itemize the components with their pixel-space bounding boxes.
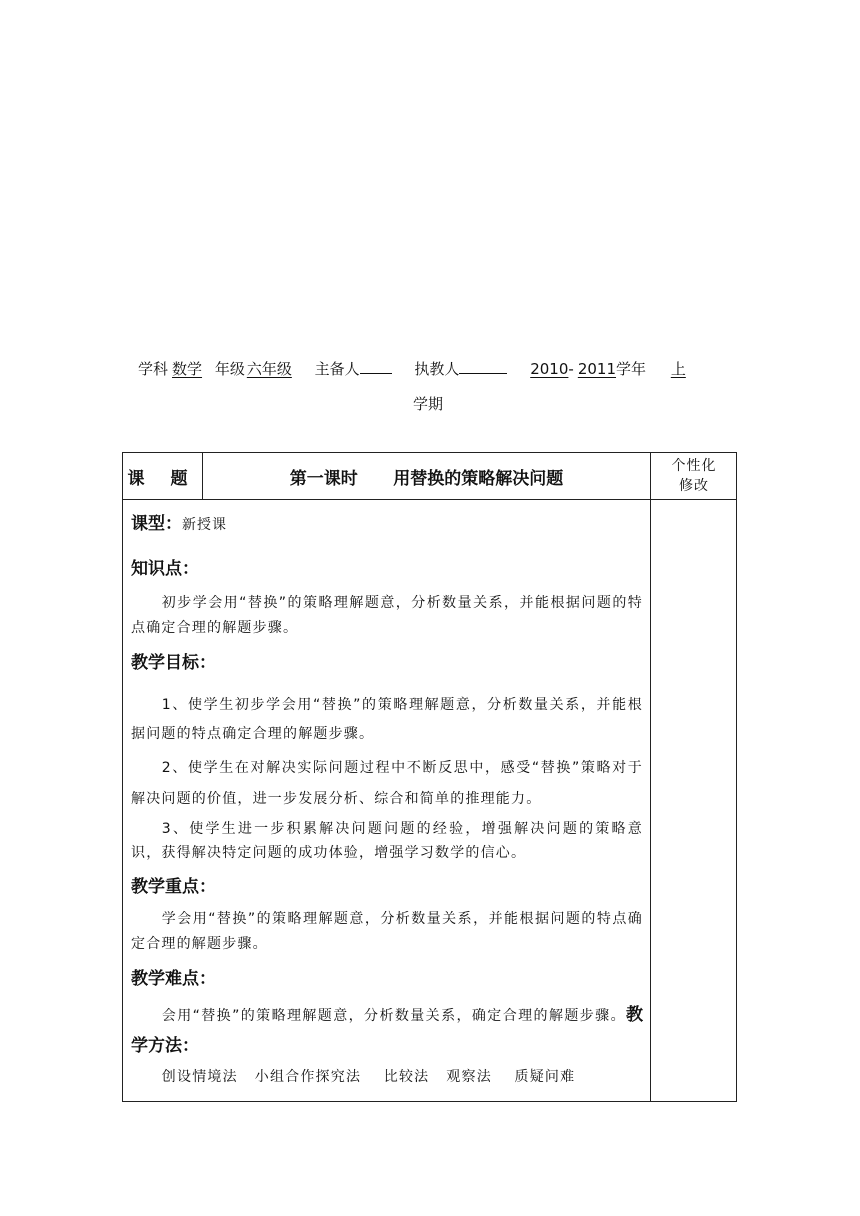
year-start: 2010 [530,360,569,378]
goal-1: 1、使学生初步学会用“替换”的策略理解题意，分析数量关系，并能根据问题的特点确定合理的解题步骤。 [131,697,643,742]
year-label: 学年 [616,360,647,378]
goals-heading: 教学目标： [131,653,216,673]
year-separator: - [568,360,574,378]
goal-2: 2、使学生在对解决实际问题过程中不断反思中，感受“替换”策略对于解决问题的价值，进一步发展分析、综合和简单的推理能力。 [131,760,643,807]
personalized-edit-header [651,453,737,499]
teacher-label: 执教人 [414,360,460,378]
grade-label: 年级 [214,360,245,378]
teacher-blank [459,357,507,374]
topic-label: 课 题 [127,468,198,489]
lesson-type-value: 新授课 [182,517,227,533]
method-text: 创设情境法 小组合作探究法 比较法 观察法 质疑问难 [161,1069,576,1085]
header-line [138,357,738,381]
table-divider [123,499,736,500]
preparer-blank [360,357,392,374]
subject-label: 学科 [138,360,169,378]
preparer-label: 主备人 [314,360,360,378]
side-header-line2: 修改 [679,478,709,494]
lesson-plan-table [122,452,737,1102]
lesson-type-label: 课型： [131,514,182,534]
subject-value: 数学 [172,360,203,378]
term-label: 学期 [413,395,444,413]
key-points-text: 学会用“替换”的策略理解题意，分析数量关系，并能根据问题的特点确定合理的解题步骤。 [131,911,643,952]
table-divider [650,453,651,1101]
knowledge-heading: 知识点： [131,559,199,579]
year-end: 2011 [577,360,617,378]
lesson-content [131,511,643,1090]
side-header-line1: 个性化 [671,458,717,474]
term-value: 上 [670,360,686,378]
difficulty-text-block [131,1001,643,1063]
knowledge-text: 初步学会用“替换”的策略理解题意，分析数量关系，并能根据问题的特点确定合理的解题步骤。 [131,595,643,636]
lesson-type-row [131,511,643,537]
difficulty-heading: 教学难点： [131,969,216,989]
goal-3: 3、使学生进一步积累解决问题问题的经验，增强解决问题的策略意识，获得解决特定问题的成功体验，增强学习数学的信心。 [131,821,643,861]
lesson-title: 第一课时 用替换的策略解决问题 [289,468,564,489]
grade-value: 六年级 [246,360,292,378]
difficulty-text: 会用“替换”的策略理解题意，分析数量关系，确定合理的解题步骤。 [161,1008,626,1024]
key-points-heading: 教学重点： [131,877,216,897]
method-heading: 教学方法： [131,1005,643,1056]
